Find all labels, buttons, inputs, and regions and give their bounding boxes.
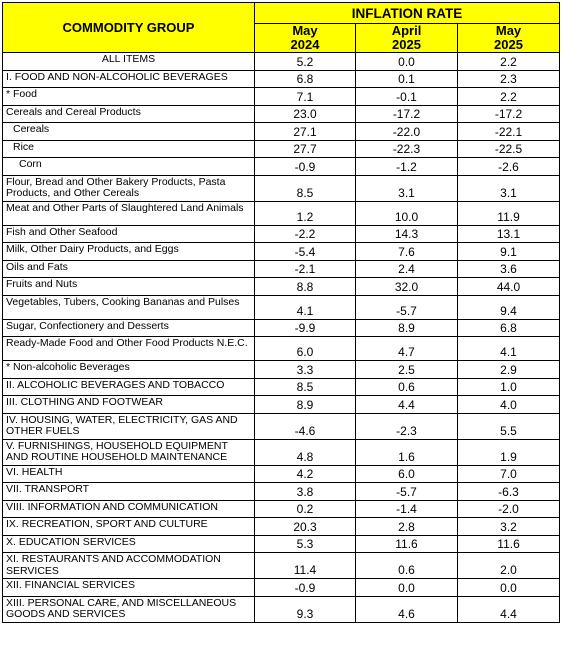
value-cell: 2.9 — [458, 361, 560, 379]
value-cell: 9.1 — [458, 243, 560, 261]
value-cell: -1.4 — [356, 500, 458, 518]
value-cell: 5.3 — [255, 535, 356, 553]
row-label: III. CLOTHING AND FOOTWEAR — [3, 396, 255, 414]
table-row — [3, 518, 560, 536]
row-label: Milk, Other Dairy Products, and Eggs — [3, 243, 255, 261]
table-row — [3, 123, 560, 141]
value-cell: 13.1 — [458, 225, 560, 243]
value-cell: 2.3 — [458, 70, 560, 88]
value-cell: 2.5 — [356, 361, 458, 379]
table-row — [3, 337, 560, 361]
value-cell: 6.8 — [255, 70, 356, 88]
table-row — [3, 596, 560, 622]
value-cell: 9.3 — [255, 596, 356, 622]
period-header — [458, 24, 560, 53]
value-cell: 4.8 — [255, 439, 356, 465]
value-cell: 11.4 — [255, 553, 356, 579]
value-cell: 4.0 — [458, 396, 560, 414]
value-cell: 0.6 — [356, 378, 458, 396]
value-cell: -2.1 — [255, 260, 356, 278]
value-cell: 8.8 — [255, 278, 356, 296]
row-label: Ready-Made Food and Other Food Products N.E.C. — [3, 337, 255, 361]
table-row — [3, 53, 560, 71]
row-label: X. EDUCATION SERVICES — [3, 535, 255, 553]
inflation-rate-header: INFLATION RATE — [255, 3, 560, 24]
value-cell: -22.5 — [458, 140, 560, 158]
table-row — [3, 295, 560, 319]
value-cell: -2.3 — [356, 413, 458, 439]
value-cell: 4.1 — [458, 337, 560, 361]
value-cell: 3.3 — [255, 361, 356, 379]
value-cell: 7.1 — [255, 88, 356, 106]
table-row — [3, 535, 560, 553]
row-label: XII. FINANCIAL SERVICES — [3, 579, 255, 597]
row-label: VIII. INFORMATION AND COMMUNICATION — [3, 500, 255, 518]
row-label: Vegetables, Tubers, Cooking Bananas and Pulses — [3, 295, 255, 319]
table-row — [3, 413, 560, 439]
value-cell: -9.9 — [255, 319, 356, 337]
value-cell: 8.9 — [356, 319, 458, 337]
value-cell: 0.1 — [356, 70, 458, 88]
table-row — [3, 260, 560, 278]
row-label: Meat and Other Parts of Slaughtered Land Animals — [3, 201, 255, 225]
row-label: II. ALCOHOLIC BEVERAGES AND TOBACCO — [3, 378, 255, 396]
value-cell: -17.2 — [356, 105, 458, 123]
value-cell: 7.0 — [458, 465, 560, 483]
row-label: Cereals — [3, 123, 255, 141]
value-cell: 4.4 — [458, 596, 560, 622]
table-row — [3, 278, 560, 296]
value-cell: 2.2 — [458, 53, 560, 71]
value-cell: -2.6 — [458, 158, 560, 176]
value-cell: -5.4 — [255, 243, 356, 261]
row-label: IV. HOUSING, WATER, ELECTRICITY, GAS AND OTHER FUELS — [3, 413, 255, 439]
table-row — [3, 500, 560, 518]
value-cell: 11.9 — [458, 201, 560, 225]
value-cell: -0.9 — [255, 579, 356, 597]
value-cell: -22.0 — [356, 123, 458, 141]
table-row — [3, 70, 560, 88]
value-cell: 1.9 — [458, 439, 560, 465]
value-cell: 9.4 — [458, 295, 560, 319]
table-row — [3, 105, 560, 123]
value-cell: 14.3 — [356, 225, 458, 243]
value-cell: 23.0 — [255, 105, 356, 123]
table-row — [3, 201, 560, 225]
value-cell: 6.0 — [356, 465, 458, 483]
value-cell: -2.2 — [255, 225, 356, 243]
value-cell: -6.3 — [458, 483, 560, 501]
value-cell: 0.0 — [458, 579, 560, 597]
value-cell: 1.0 — [458, 378, 560, 396]
row-label: Fish and Other Seafood — [3, 225, 255, 243]
value-cell: -4.6 — [255, 413, 356, 439]
period-month: May — [495, 23, 522, 38]
table-row — [3, 175, 560, 201]
value-cell: 1.6 — [356, 439, 458, 465]
table-row — [3, 553, 560, 579]
table-row — [3, 88, 560, 106]
row-label: Corn — [3, 158, 255, 176]
value-cell: 27.1 — [255, 123, 356, 141]
value-cell: -22.3 — [356, 140, 458, 158]
row-label: V. FURNISHINGS, HOUSEHOLD EQUIPMENT AND ROUTINE HOUSEHOLD MAINTENANCE — [3, 439, 255, 465]
value-cell: 2.0 — [458, 553, 560, 579]
row-label: VII. TRANSPORT — [3, 483, 255, 501]
row-label: Fruits and Nuts — [3, 278, 255, 296]
row-label: Rice — [3, 140, 255, 158]
value-cell: 8.5 — [255, 175, 356, 201]
value-cell: 44.0 — [458, 278, 560, 296]
table-row — [3, 483, 560, 501]
commodity-group-header: COMMODITY GROUP — [3, 3, 255, 53]
value-cell: -5.7 — [356, 295, 458, 319]
value-cell: 0.2 — [255, 500, 356, 518]
value-cell: 8.5 — [255, 378, 356, 396]
value-cell: 32.0 — [356, 278, 458, 296]
value-cell: 2.2 — [458, 88, 560, 106]
value-cell: 6.0 — [255, 337, 356, 361]
value-cell: 20.3 — [255, 518, 356, 536]
value-cell: 2.8 — [356, 518, 458, 536]
period-year: 2024 — [290, 37, 320, 52]
value-cell: -0.1 — [356, 88, 458, 106]
period-header — [255, 24, 356, 53]
table-row — [3, 396, 560, 414]
row-label: XI. RESTAURANTS AND ACCOMMODATION SERVICES — [3, 553, 255, 579]
table-row — [3, 225, 560, 243]
period-month: April — [391, 23, 422, 38]
value-cell: 3.6 — [458, 260, 560, 278]
value-cell: 3.8 — [255, 483, 356, 501]
period-month: May — [292, 23, 318, 38]
row-label: Sugar, Confectionery and Desserts — [3, 319, 255, 337]
table-row — [3, 319, 560, 337]
value-cell: 4.2 — [255, 465, 356, 483]
value-cell: 3.1 — [356, 175, 458, 201]
value-cell: 5.5 — [458, 413, 560, 439]
table-row — [3, 243, 560, 261]
value-cell: -2.0 — [458, 500, 560, 518]
value-cell: 7.6 — [356, 243, 458, 261]
period-year: 2025 — [494, 37, 523, 52]
value-cell: -0.9 — [255, 158, 356, 176]
value-cell: 11.6 — [356, 535, 458, 553]
value-cell: 11.6 — [458, 535, 560, 553]
period-year: 2025 — [392, 37, 421, 52]
value-cell: 3.2 — [458, 518, 560, 536]
row-label: VI. HEALTH — [3, 465, 255, 483]
table-row — [3, 439, 560, 465]
value-cell: 8.9 — [255, 396, 356, 414]
value-cell: 2.4 — [356, 260, 458, 278]
table-row — [3, 361, 560, 379]
value-cell: 4.1 — [255, 295, 356, 319]
value-cell: 4.7 — [356, 337, 458, 361]
row-label: I. FOOD AND NON-ALCOHOLIC BEVERAGES — [3, 70, 255, 88]
value-cell: 1.2 — [255, 201, 356, 225]
value-cell: 0.0 — [356, 579, 458, 597]
value-cell: 5.2 — [255, 53, 356, 71]
value-cell: 0.0 — [356, 53, 458, 71]
value-cell: 6.8 — [458, 319, 560, 337]
table-row — [3, 378, 560, 396]
row-label: IX. RECREATION, SPORT AND CULTURE — [3, 518, 255, 536]
inflation-table — [2, 2, 560, 623]
value-cell: 0.6 — [356, 553, 458, 579]
row-label: ALL ITEMS — [3, 53, 255, 71]
row-label: * Food — [3, 88, 255, 106]
value-cell: -22.1 — [458, 123, 560, 141]
value-cell: 10.0 — [356, 201, 458, 225]
row-label: Flour, Bread and Other Bakery Products, Pasta Products, and Other Cereals — [3, 175, 255, 201]
value-cell: -17.2 — [458, 105, 560, 123]
value-cell: -1.2 — [356, 158, 458, 176]
row-label: Cereals and Cereal Products — [3, 105, 255, 123]
value-cell: 4.4 — [356, 396, 458, 414]
value-cell: 27.7 — [255, 140, 356, 158]
row-label: XIII. PERSONAL CARE, AND MISCELLANEOUS GOODS AND SERVICES — [3, 596, 255, 622]
table-row — [3, 579, 560, 597]
table-row — [3, 158, 560, 176]
row-label: Oils and Fats — [3, 260, 255, 278]
table-row — [3, 140, 560, 158]
row-label: * Non-alcoholic Beverages — [3, 361, 255, 379]
value-cell: 4.6 — [356, 596, 458, 622]
period-header — [356, 24, 458, 53]
value-cell: 3.1 — [458, 175, 560, 201]
table-row — [3, 465, 560, 483]
value-cell: -5.7 — [356, 483, 458, 501]
